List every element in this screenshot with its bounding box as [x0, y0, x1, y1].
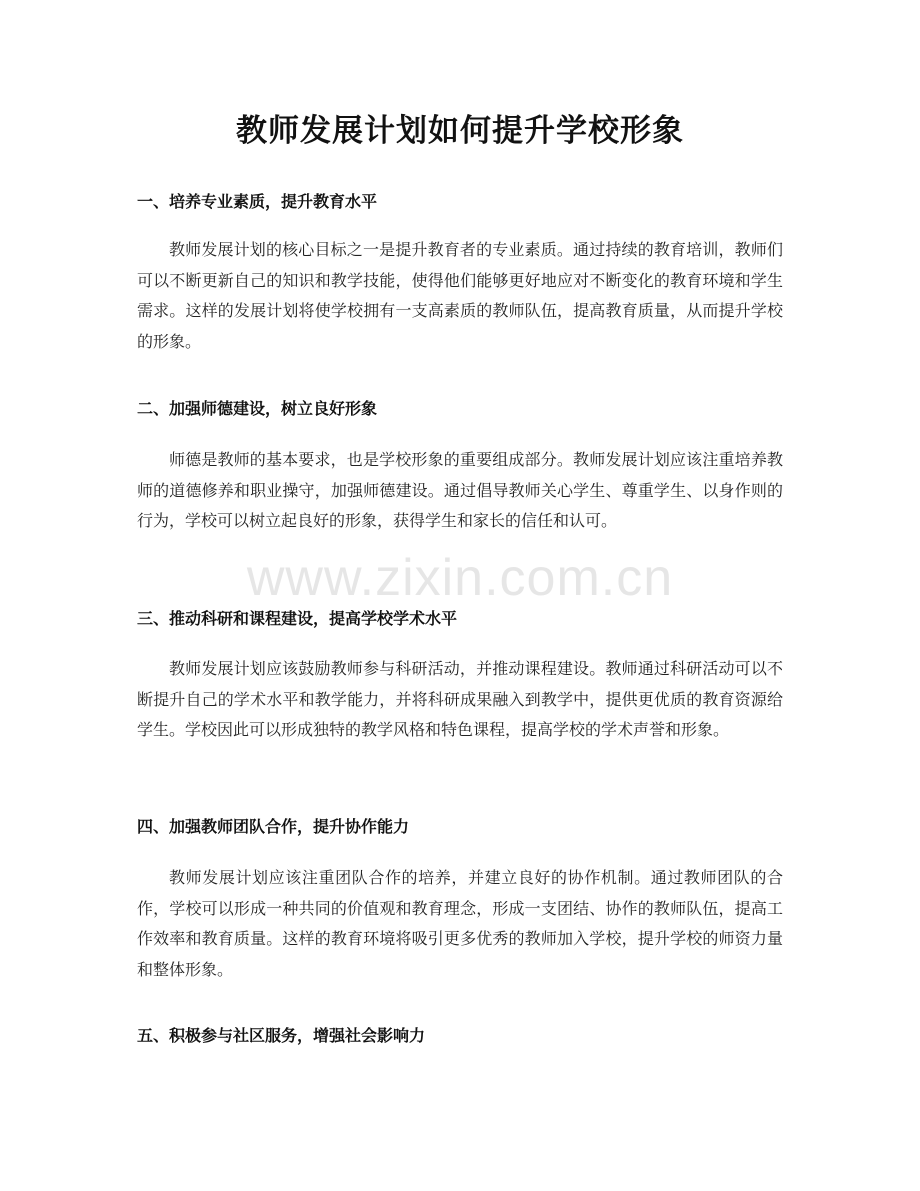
section-paragraph-1: 教师发展计划的核心目标之一是提升教育者的专业素质。通过持续的教育培训，教师们可以不断更新自己的知识和教学技能，使得他们能够更好地应对不断变化的教育环境和学生需求。这样的发展计划将使学校拥有一支高素质的教师队伍，提高教育质量，从而提升学校的形象。 — [137, 240, 783, 351]
section-heading-3: 三、推动科研和课程建设，提高学校学术水平 — [137, 609, 458, 628]
section-paragraph-3: 教师发展计划应该鼓励教师参与科研活动，并推动课程建设。教师通过科研活动可以不断提升自己的学术水平和教学能力，并将科研成果融入到教学中，提供更优质的教育资源给学生。学校因此可以形成独特的教学风格和特色课程，提高学校的学术声誉和形象。 — [137, 659, 783, 740]
section-heading-4: 四、加强教师团队合作，提升协作能力 — [137, 817, 410, 836]
section-heading-5: 五、积极参与社区服务，增强社会影响力 — [137, 1026, 426, 1045]
document-title: 教师发展计划如何提升学校形象 — [236, 113, 684, 149]
section-paragraph-4: 教师发展计划应该注重团队合作的培养，并建立良好的协作机制。通过教师团队的合作，学校可以形成一种共同的价值观和教育理念，形成一支团结、协作的教师队伍，提高工作效率和教育质量。这样的教育环境将吸引更多优秀的教师加入学校，提升学校的师资力量和整体形象。 — [137, 868, 783, 979]
watermark: www.zixin.com.cn — [246, 549, 674, 607]
section-paragraph-2: 师德是教师的基本要求，也是学校形象的重要组成部分。教师发展计划应该注重培养教师的道德修养和职业操守，加强师德建设。通过倡导教师关心学生、尊重学生、以身作则的行为，学校可以树立起良好的形象，获得学生和家长的信任和认可。 — [137, 450, 783, 531]
section-heading-2: 二、加强师德建设，树立良好形象 — [137, 399, 378, 418]
section-heading-1: 一、培养专业素质，提升教育水平 — [137, 192, 378, 211]
